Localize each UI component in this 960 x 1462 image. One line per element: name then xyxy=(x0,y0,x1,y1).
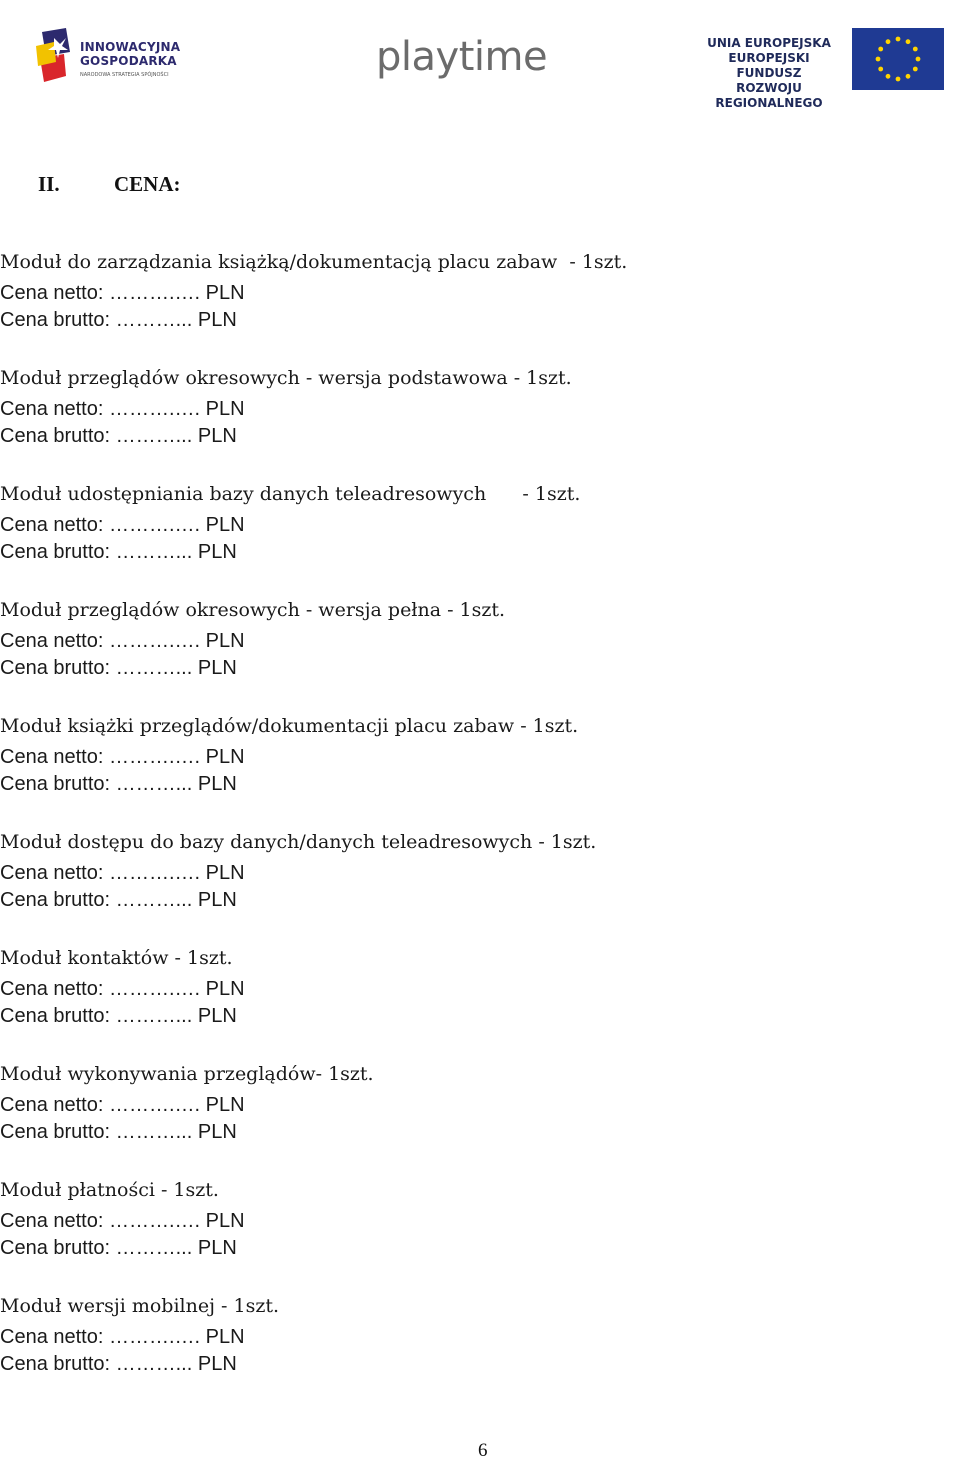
price-item xyxy=(0,1060,940,1176)
section-number: II. xyxy=(38,172,60,196)
eu-line1: UNIA EUROPEJSKA xyxy=(707,36,831,50)
eu-fund-logo xyxy=(690,28,950,110)
gross-price-line: Cena brutto: ………... PLN xyxy=(0,773,237,795)
ig-emblem-icon xyxy=(36,28,76,84)
innowacyjna-gospodarka-logo xyxy=(36,28,216,88)
gross-price-line: Cena brutto: ………... PLN xyxy=(0,1121,237,1143)
gross-price-line: Cena brutto: ………... PLN xyxy=(0,425,237,447)
page-header xyxy=(0,0,960,110)
gross-price-line: Cena brutto: ………... PLN xyxy=(0,657,237,679)
net-price-line: Cena netto: ……….…. PLN xyxy=(0,398,245,420)
net-price-line: Cena netto: ……….…. PLN xyxy=(0,514,245,536)
price-item xyxy=(0,944,940,1060)
net-price-line: Cena netto: ……….…. PLN xyxy=(0,282,245,304)
net-price-line: Cena netto: ……….…. PLN xyxy=(0,1326,245,1348)
item-title: Moduł płatności - 1szt. xyxy=(0,1179,219,1201)
eu-flag-icon xyxy=(852,28,944,90)
ig-line2: GOSPODARKA xyxy=(80,54,177,68)
net-price-line: Cena netto: ……….…. PLN xyxy=(0,630,245,652)
ig-line3: NARODOWA STRATEGIA SPÓJNOŚCI xyxy=(80,72,169,78)
price-item xyxy=(0,596,940,712)
item-title: Moduł książki przeglądów/dokumentacji placu zabaw - 1szt. xyxy=(0,715,579,737)
item-title: Moduł do zarządzania książką/dokumentacją placu zabaw - 1szt. xyxy=(0,251,628,273)
net-price-line: Cena netto: ……….…. PLN xyxy=(0,1094,245,1116)
gross-price-line: Cena brutto: ………... PLN xyxy=(0,309,237,331)
price-item xyxy=(0,480,940,596)
gross-price-line: Cena brutto: ………... PLN xyxy=(0,1005,237,1027)
gross-price-line: Cena brutto: ………... PLN xyxy=(0,541,237,563)
ig-logo-text xyxy=(80,40,180,68)
price-item xyxy=(0,828,940,944)
net-price-line: Cena netto: ……….…. PLN xyxy=(0,746,245,768)
gross-price-line: Cena brutto: ………... PLN xyxy=(0,889,237,911)
section-heading xyxy=(38,172,181,197)
item-title: Moduł wykonywania przeglądów- 1szt. xyxy=(0,1063,374,1085)
eu-logo-text xyxy=(694,36,844,111)
item-title: Moduł kontaktów - 1szt. xyxy=(0,947,233,969)
price-items-list xyxy=(0,248,940,1408)
price-item xyxy=(0,712,940,828)
item-title: Moduł dostępu do bazy danych/danych teleadresowych - 1szt. xyxy=(0,831,597,853)
price-item xyxy=(0,248,940,364)
price-item xyxy=(0,1176,940,1292)
gross-price-line: Cena brutto: ………... PLN xyxy=(0,1237,237,1259)
eu-line3: ROZWOJU REGIONALNEGO xyxy=(715,81,823,110)
item-title: Moduł przeglądów okresowych - wersja podstawowa - 1szt. xyxy=(0,367,572,389)
net-price-line: Cena netto: ……….…. PLN xyxy=(0,978,245,1000)
eu-line2: EUROPEJSKI FUNDUSZ xyxy=(728,51,810,80)
item-title: Moduł wersji mobilnej - 1szt. xyxy=(0,1295,280,1317)
gross-price-line: Cena brutto: ………... PLN xyxy=(0,1353,237,1375)
playtime-logo: playtime xyxy=(376,34,548,80)
page-number: 6 xyxy=(478,1440,488,1461)
item-title: Moduł przeglądów okresowych - wersja pełna - 1szt. xyxy=(0,599,506,621)
section-title: CENA: xyxy=(114,172,181,196)
net-price-line: Cena netto: ……….…. PLN xyxy=(0,862,245,884)
ig-line1: INNOWACYJNA xyxy=(80,40,181,54)
net-price-line: Cena netto: ……….…. PLN xyxy=(0,1210,245,1232)
price-item xyxy=(0,1292,940,1408)
item-title: Moduł udostępniania bazy danych teleadresowych - 1szt. xyxy=(0,483,581,505)
price-item xyxy=(0,364,940,480)
